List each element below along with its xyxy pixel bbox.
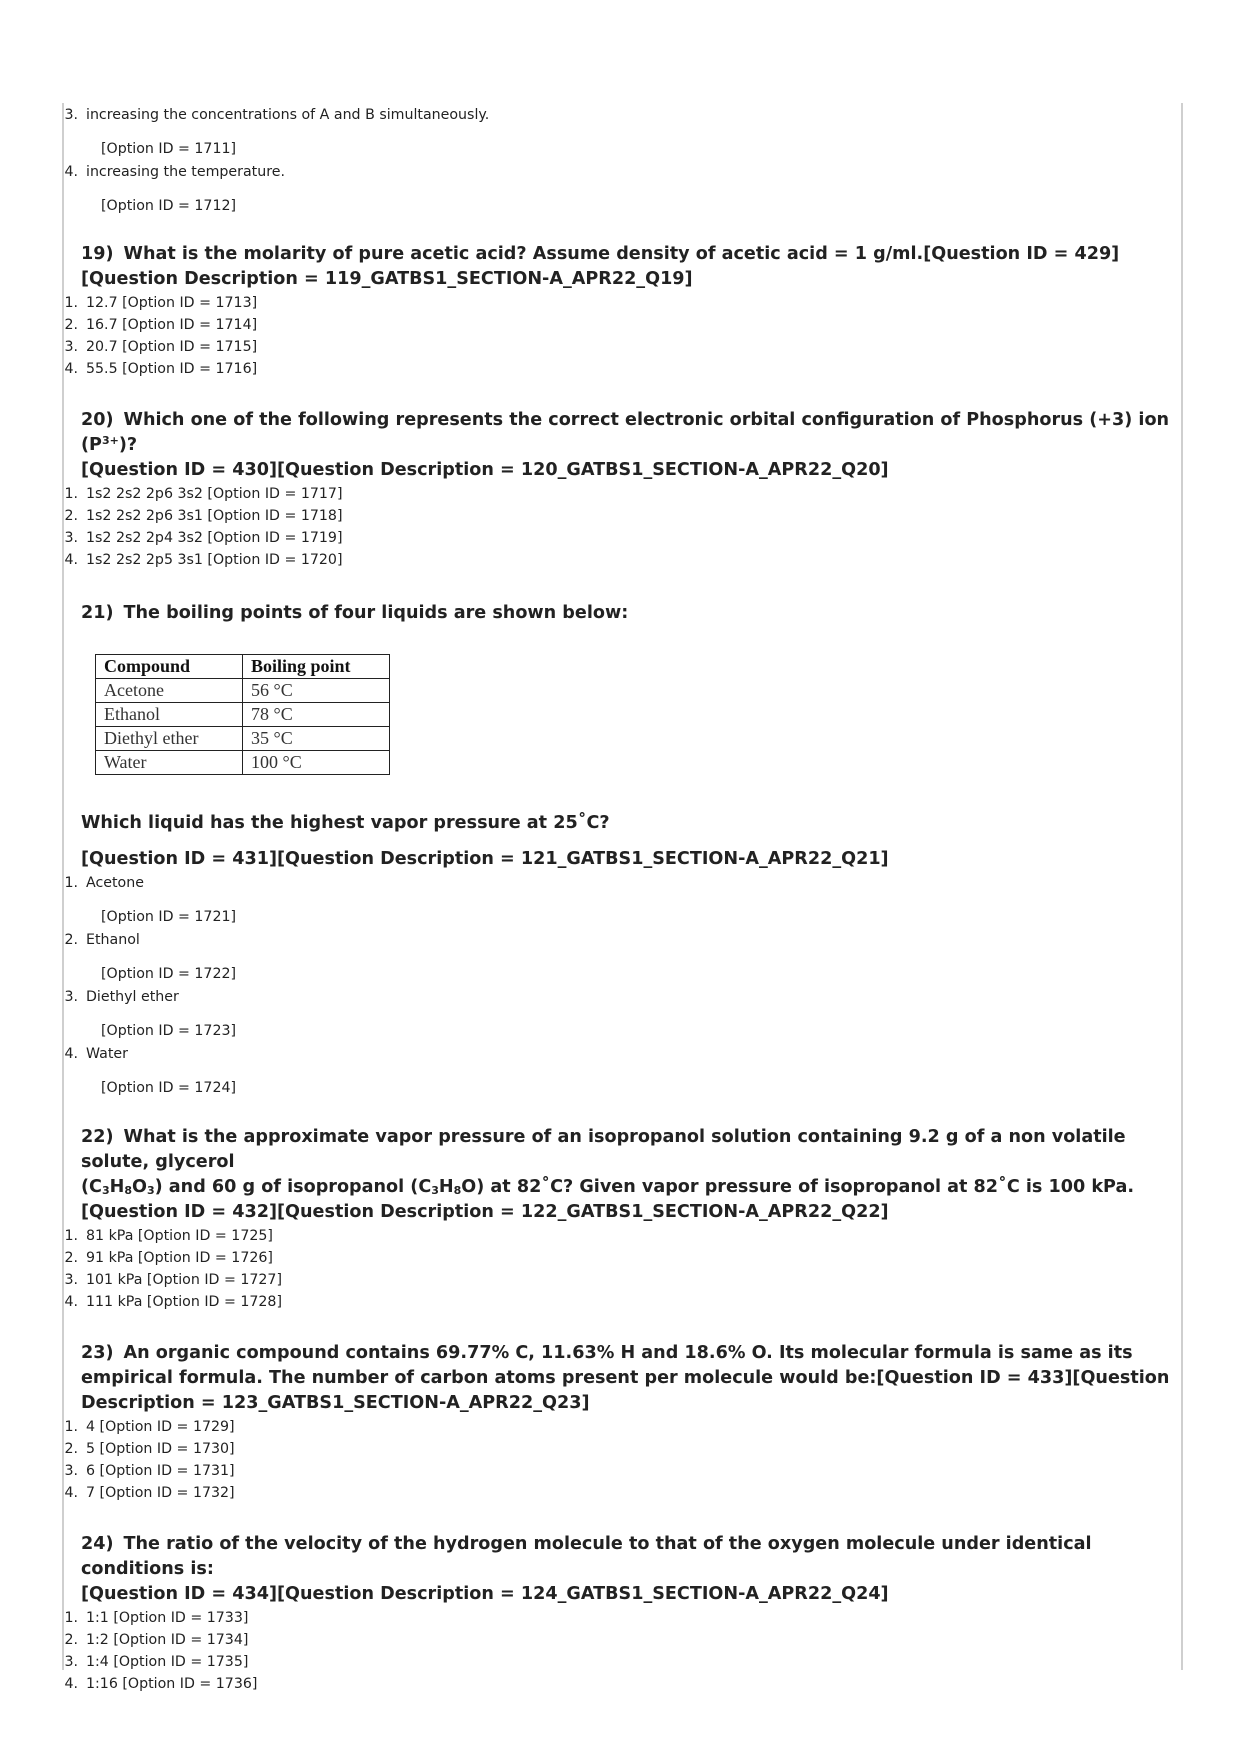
option-item: 4. increasing the temperature.: [64, 164, 285, 180]
option-item: 2. 5 [Option ID = 1730]: [64, 1441, 235, 1457]
option-item: 4. 1s2 2s2 2p5 3s1 [Option ID = 1720]: [64, 552, 343, 568]
option-item: 4. Water: [64, 1046, 128, 1062]
question-22: 22) What is the approximate vapor pressure of an isopropanol solution containing 9.2 g of a non volatile solute, glycerol $(C_3H_8O_3)$ and 60 g of isopropanol $(C_3H_8O)$ at 82˚C? Given vapor pressure of isopropanol at 82˚C is 100 kPa.[Question ID = 432][Question Description = 122_GATBS1_SECTION-A_APR22_Q22]: [81, 1127, 1135, 1222]
options-21: [62, 872, 1177, 1099]
table-cell: Acetone: [96, 679, 243, 703]
option-id: [Option ID = 1711]: [101, 141, 237, 157]
option-id: [Option ID = 1724]: [101, 1080, 237, 1096]
options-24: [62, 1607, 1177, 1695]
option-item: 4. 111 kPa [Option ID = 1728]: [64, 1294, 282, 1310]
option-item: 1. 81 kPa [Option ID = 1725]: [64, 1228, 273, 1244]
question-21: 21) The boiling points of four liquids are shown below:: [81, 603, 629, 623]
option-item: 3. 1:4 [Option ID = 1735]: [64, 1654, 249, 1670]
options-22: [62, 1225, 1177, 1313]
option-item: 3. 20.7 [Option ID = 1715]: [64, 339, 258, 355]
table-cell: Water: [96, 751, 243, 775]
option-item: 3. 1s2 2s2 2p4 3s2 [Option ID = 1719]: [64, 530, 343, 546]
question-19: 19) What is the molarity of pure acetic acid? Assume density of acetic acid = 1 g/ml.[Question ID = 429][Question Description = 119_GATBS1_SECTION-A_APR22_Q19]: [81, 244, 1120, 289]
option-item: 2. Ethanol: [64, 932, 140, 948]
table-cell: Ethanol: [96, 703, 243, 727]
option-item: 4. 7 [Option ID = 1732]: [64, 1485, 235, 1501]
option-item: 1. Acetone: [64, 875, 144, 891]
option-item: 4. 55.5 [Option ID = 1716]: [64, 361, 258, 377]
table-cell: Diethyl ether: [96, 727, 243, 751]
option-item: 3. 101 kPa [Option ID = 1727]: [64, 1272, 282, 1288]
option-id: [Option ID = 1712]: [101, 198, 237, 214]
option-item: 1. 1s2 2s2 2p6 3s2 [Option ID = 1717]: [64, 486, 343, 502]
option-id: [Option ID = 1721]: [101, 909, 237, 925]
option-item: 2. 91 kPa [Option ID = 1726]: [64, 1250, 273, 1266]
option-item: 3. 6 [Option ID = 1731]: [64, 1463, 235, 1479]
table-header: Compound: [96, 655, 243, 679]
option-item: 2. 1s2 2s2 2p6 3s1 [Option ID = 1718]: [64, 508, 343, 524]
option-item: 1. 1:1 [Option ID = 1733]: [64, 1610, 249, 1626]
options-20: [62, 483, 1177, 571]
options-19: [62, 292, 1177, 380]
option-item: 1. 12.7 [Option ID = 1713]: [64, 295, 258, 311]
question-20: 20) Which one of the following represents the correct electronic orbital configuration of Phosphorus (+3) ion $(P^{3+})$? [Question ID = 430][Question Description = 120_GATBS1_SECTION-A_APR22_Q20]: [81, 410, 1170, 480]
question-21-prompt: Which liquid has the highest vapor pressure at 25˚C?: [81, 813, 610, 833]
question-21-meta: [Question ID = 431][Question Description = 121_GATBS1_SECTION-A_APR22_Q21]: [81, 849, 889, 869]
option-item: 3. Diethyl ether: [64, 989, 179, 1005]
option-item: 3. increasing the concentrations of A and B simultaneously.: [64, 107, 490, 123]
exam-page-content: [62, 104, 1177, 1695]
option-item: 1. 4 [Option ID = 1729]: [64, 1419, 235, 1435]
question-24: 24) The ratio of the velocity of the hydrogen molecule to that of the oxygen molecule under identical conditions is: [Question ID = 434][Question Description = 124_GATBS1_SECTION-A_APR22_Q24]: [81, 1534, 1092, 1604]
table-cell: 78 °C: [243, 703, 390, 727]
question-23: 23) An organic compound contains 69.77% C, 11.63% H and 18.6% O. Its molecular formula is same as its empirical formula. The number of carbon atoms present per molecule would be:[Question ID = 433][Question Description = 123_GATBS1_SECTION-A_APR22_Q23]: [81, 1343, 1170, 1413]
table-cell: 56 °C: [243, 679, 390, 703]
carryover-options: [62, 104, 1177, 217]
boiling-point-table-wrap: [95, 654, 1177, 775]
table-cell: 100 °C: [243, 751, 390, 775]
option-id: [Option ID = 1723]: [101, 1023, 237, 1039]
right-margin-rule: [1181, 103, 1183, 1670]
table-header: Boiling point: [243, 655, 390, 679]
table-row: [96, 703, 390, 727]
table-row: [96, 751, 390, 775]
table-row: [96, 679, 390, 703]
table-row: [96, 727, 390, 751]
table-cell: 35 °C: [243, 727, 390, 751]
options-23: [62, 1416, 1177, 1504]
table-header-row: [96, 655, 390, 679]
option-item: 4. 1:16 [Option ID = 1736]: [64, 1676, 258, 1692]
option-item: 2. 1:2 [Option ID = 1734]: [64, 1632, 249, 1648]
option-id: [Option ID = 1722]: [101, 966, 237, 982]
option-item: 2. 16.7 [Option ID = 1714]: [64, 317, 258, 333]
boiling-point-table: [95, 654, 390, 775]
